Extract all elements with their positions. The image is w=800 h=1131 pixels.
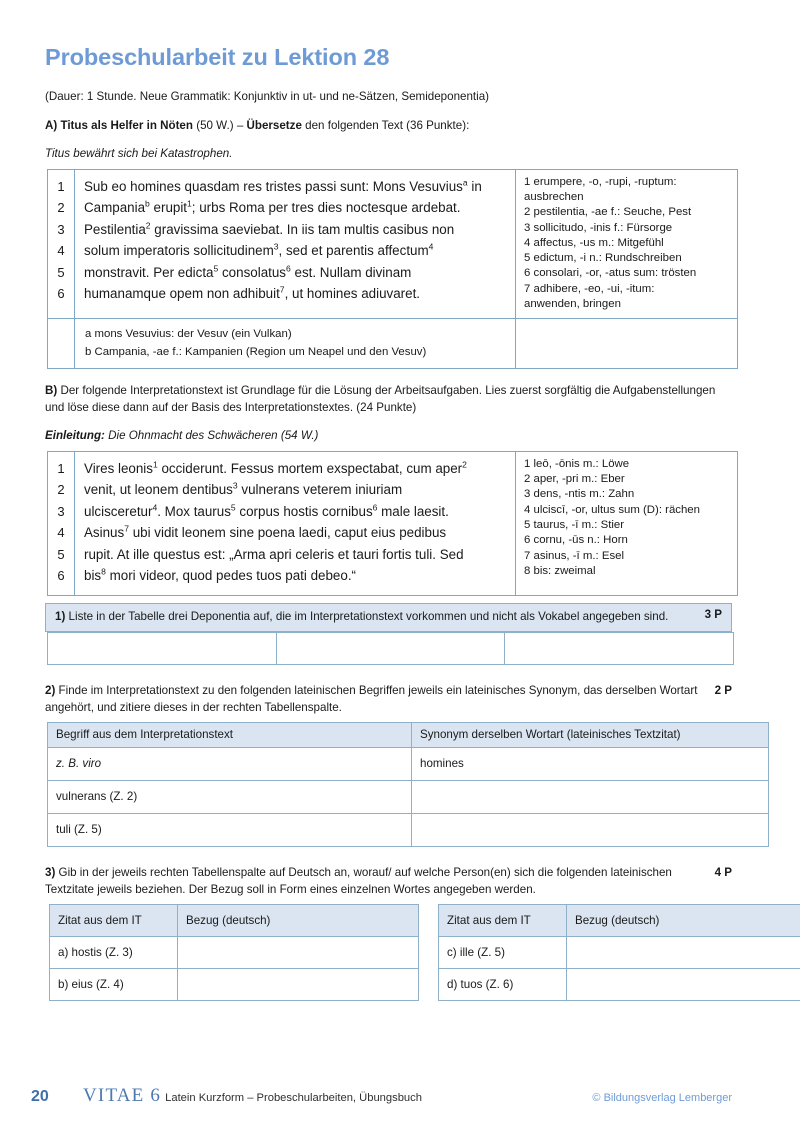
section-a-rest: den folgenden Text (36 Punkte): bbox=[305, 118, 470, 132]
latin-line: Pestilentia$^2$ gravissima saeviebat. In iis tam multis casibus non bbox=[84, 220, 455, 237]
line-number: 3 bbox=[57, 503, 65, 519]
vocabulary-entry: 4 ulciscī, -or, ultus sum (D): rächen bbox=[524, 503, 700, 516]
line-number: 1 bbox=[57, 460, 65, 476]
footnote-spacer-cell bbox=[48, 319, 75, 369]
task-3-right-table[interactable] bbox=[438, 904, 800, 1001]
line-number-column-a bbox=[48, 169, 75, 319]
task-3-quote: d) tuos (Z. 6) bbox=[439, 969, 567, 1001]
section-a-words: (50 W.) bbox=[196, 118, 234, 132]
task-3-left-table[interactable] bbox=[49, 904, 419, 1001]
footnote-entry: b Campania, -ae f.: Kampanien (Region um Neapel und den Vesuv) bbox=[85, 345, 427, 358]
latin-line: venit, ut leonem dentibus$^3$ vulnerans veterem iniuriam bbox=[84, 480, 403, 498]
vocabulary-entry: 5 taurus, -ī m.: Stier bbox=[524, 519, 625, 532]
table-row bbox=[48, 813, 769, 846]
latin-text-table-b bbox=[47, 451, 738, 596]
line-number: 2 bbox=[57, 482, 65, 498]
task-3-points: 4 P bbox=[714, 865, 732, 879]
task-3-ref-cell[interactable] bbox=[178, 969, 419, 1001]
task-3-left-header-ref: Bezug (deutsch) bbox=[178, 905, 419, 937]
brand-subtitle: Latein Kurzform – Probeschularbeiten, Übungsbuch bbox=[165, 1092, 422, 1104]
vocabulary-entry: 3 dens, -ntis m.: Zahn bbox=[524, 488, 635, 501]
vocabulary-entry: 3 sollicitudo, -inis f.: Fürsorge bbox=[524, 221, 673, 234]
table-header-row bbox=[439, 905, 800, 937]
task-1-answer-cell[interactable] bbox=[48, 632, 277, 664]
section-b-heading bbox=[45, 383, 732, 417]
task-2-answer-table[interactable] bbox=[47, 722, 769, 847]
page-number: 20 bbox=[31, 1088, 49, 1105]
task-3-ref-cell[interactable] bbox=[178, 937, 419, 969]
vocabulary-list-b bbox=[516, 452, 737, 585]
line-numbers-a bbox=[48, 170, 74, 313]
latin-text-column-a bbox=[75, 169, 516, 319]
vocabulary-entry: 5 edictum, -i n.: Rundschreiben bbox=[524, 252, 682, 265]
vocabulary-column-a bbox=[516, 169, 738, 319]
vocabulary-entry: 1 erumpere, -o, -rupi, -ruptum: bbox=[524, 175, 677, 188]
footnote-entry: a mons Vesuvius: der Vesuv (ein Vulkan) bbox=[85, 328, 292, 341]
task-2-synonym[interactable] bbox=[412, 780, 769, 813]
task-2-points: 2 P bbox=[714, 683, 732, 697]
section-a-title: Titus als Helfer in Nöten bbox=[60, 118, 193, 132]
vocabulary-entry: 6 consolari, -or, -atus sum: trösten bbox=[524, 267, 697, 280]
task-2-term: vulnerans (Z. 2) bbox=[48, 780, 412, 813]
task-3-ref-cell[interactable] bbox=[567, 937, 800, 969]
task-3-right-header-ref: Bezug (deutsch) bbox=[567, 905, 800, 937]
task-1-points: 3 P bbox=[704, 607, 722, 621]
latin-lines-b bbox=[75, 452, 515, 595]
vocabulary-list-a bbox=[516, 170, 737, 319]
task-1-answer-table[interactable] bbox=[47, 632, 734, 665]
footnote-list-a bbox=[75, 319, 515, 368]
table-header-row bbox=[48, 722, 769, 747]
task-3-ref-cell[interactable] bbox=[567, 969, 800, 1001]
section-b-lead bbox=[45, 429, 732, 442]
latin-line: ulcisceretur$^4$. Mox taurus$^5$ corpus hostis cornibus$^6$ male laesit. bbox=[84, 502, 449, 519]
line-number: 4 bbox=[57, 243, 65, 259]
section-b-lead-value: Die Ohnmacht des Schwächeren (54 W.) bbox=[108, 428, 319, 442]
page-footer bbox=[0, 1085, 800, 1107]
line-number: 3 bbox=[57, 221, 65, 237]
copyright-notice: © Bildungsverlag Lemberger bbox=[592, 1092, 732, 1104]
task-3-tables bbox=[47, 904, 732, 1001]
task-2-header-left: Begriff aus dem Interpretationstext bbox=[48, 722, 412, 747]
line-numbers-b bbox=[48, 452, 74, 595]
task-3-prompt bbox=[45, 864, 732, 898]
latin-line: Campania$^b$ erupit$^1$; urbs Roma per tres dies noctesque ardebat. bbox=[84, 198, 461, 216]
page-title: Probeschularbeit zu Lektion 28 bbox=[45, 44, 390, 70]
task-3-number: 3) bbox=[45, 865, 56, 879]
line-number: 6 bbox=[57, 286, 65, 302]
task-2-text: Finde im Interpretationstext zu den folgenden lateinischen Begriffen jeweils ein lateinisches Synonym, das derselben Wortart angehört, und zitiere dieses in der rechten Tabellenspalte. bbox=[45, 683, 698, 714]
task-2-term: z. B. viro bbox=[48, 747, 412, 780]
table-row bbox=[50, 969, 419, 1001]
footnote-cell bbox=[75, 319, 516, 369]
task-2-synonym[interactable] bbox=[412, 813, 769, 846]
vocabulary-entry: ausbrechen bbox=[524, 190, 584, 203]
section-b-lead-label: Einleitung: bbox=[45, 428, 105, 442]
vocabulary-entry: 6 cornu, -ūs n.: Horn bbox=[524, 534, 628, 547]
task-3-right-header-quote: Zitat aus dem IT bbox=[439, 905, 567, 937]
task-3-quote: b) eius (Z. 4) bbox=[50, 969, 178, 1001]
latin-line: monstravit. Per edicta$^5$ consolatus$^6$ est. Nullam divinam bbox=[84, 263, 412, 280]
task-2-synonym[interactable]: homines bbox=[412, 747, 769, 780]
task-2-header-right: Synonym derselben Wortart (lateinisches Textzitat) bbox=[412, 722, 769, 747]
task-3 bbox=[45, 864, 732, 1001]
table-row bbox=[50, 937, 419, 969]
document-subtitle: (Dauer: 1 Stunde. Neue Grammatik: Konjunktiv in ut- und ne-Sätzen, Semideponentia) bbox=[45, 90, 490, 104]
task-1-number: 1) bbox=[55, 609, 66, 623]
task-3-quote: a) hostis (Z. 3) bbox=[50, 937, 178, 969]
latin-text-table-a bbox=[47, 169, 738, 370]
line-number: 4 bbox=[57, 525, 65, 541]
line-number: 5 bbox=[57, 546, 65, 562]
section-a-heading bbox=[45, 118, 732, 135]
table-row bbox=[48, 780, 769, 813]
table-row bbox=[48, 632, 734, 664]
latin-line: solum imperatoris sollicitudinem$^3$, sed et parentis affectum$^4$ bbox=[84, 241, 434, 259]
vocabulary-entry: 7 asinus, -ī m.: Esel bbox=[524, 549, 625, 562]
latin-text-column-b bbox=[75, 451, 516, 595]
task-3-text: Gib in der jeweils rechten Tabellenspalte auf Deutsch an, worauf/ auf welche Person(en) sich die folgenden lateinischen Textzitate jeweils beziehen. Der Bezug soll in Form eines einzelnen Wortes angegeben werden. bbox=[45, 865, 672, 897]
task-1-answer-cell[interactable] bbox=[505, 632, 734, 664]
task-1-prompt bbox=[45, 603, 732, 632]
vocabulary-entry: 4 affectus, -us m.: Mitgefühl bbox=[524, 236, 664, 249]
section-a-dash: – bbox=[236, 118, 244, 132]
vocabulary-entry: 8 bis: zweimal bbox=[524, 564, 596, 577]
latin-line: Vires leonis$^1$ occiderunt. Fessus mortem exspectabat, cum aper$^2$ bbox=[84, 459, 467, 476]
latin-line: humanamque opem non adhibuit$^7$, ut homines adiuvaret. bbox=[84, 284, 421, 302]
line-number: 1 bbox=[57, 178, 65, 194]
table-row bbox=[439, 969, 800, 1001]
task-2 bbox=[45, 682, 732, 847]
vocabulary-entry: 2 aper, -pri m.: Eber bbox=[524, 473, 625, 486]
section-a-verb: Übersetze bbox=[246, 118, 302, 132]
task-3-quote: c) ille (Z. 5) bbox=[439, 937, 567, 969]
vocabulary-column-b bbox=[516, 451, 738, 595]
vocabulary-entry: 1 leō, -ōnis m.: Löwe bbox=[524, 457, 630, 470]
section-b-label: B) bbox=[45, 384, 58, 398]
latin-lines-a bbox=[75, 170, 515, 313]
section-a-lead: Titus bewährt sich bei Katastrophen. bbox=[45, 146, 233, 160]
vocabulary-entry: anwenden, bringen bbox=[524, 297, 621, 310]
line-number: 6 bbox=[57, 568, 65, 584]
table-row bbox=[48, 747, 769, 780]
footnote-empty-cell bbox=[516, 319, 738, 369]
task-1-answer-cell[interactable] bbox=[276, 632, 505, 664]
line-number: 5 bbox=[57, 264, 65, 280]
task-2-term: tuli (Z. 5) bbox=[48, 813, 412, 846]
task-3-left-header-quote: Zitat aus dem IT bbox=[50, 905, 178, 937]
task-1 bbox=[45, 603, 732, 665]
line-number: 2 bbox=[57, 200, 65, 216]
latin-line: Sub eo homines quasdam res tristes passi sunt: Mons Vesuvius$^a$ in bbox=[84, 177, 482, 194]
task-2-number: 2) bbox=[45, 683, 56, 697]
table-row bbox=[439, 937, 800, 969]
table-header-row bbox=[50, 905, 419, 937]
brand-title: VITAE 6 bbox=[83, 1085, 162, 1106]
section-a-label: A) bbox=[45, 118, 58, 132]
latin-line: Asinus$^7$ ubi vidit leonem sine poena laedi, caput eius pedibus bbox=[84, 523, 447, 541]
section-b-text: Der folgende Interpretationstext ist Grundlage für die Lösung der Arbeitsaufgaben. Lies zuerst sorgfältig die Aufgabenstellungen und löse diese dann auf der Basis des Interpretationstextes. (24 Punkte) bbox=[45, 384, 716, 415]
vocabulary-entry: 7 adhibere, -eo, -ui, -itum: bbox=[524, 282, 655, 295]
task-2-prompt bbox=[45, 682, 732, 716]
task-1-text: Liste in der Tabelle drei Deponentia auf, die im Interpretationstext vorkommen und nicht als Vokabel angegeben sind. bbox=[68, 609, 669, 623]
vocabulary-entry: 2 pestilentia, -ae f.: Seuche, Pest bbox=[524, 206, 692, 219]
latin-line: rupit. At ille questus est: „Arma apri celeris et tauri fortis tuli. Sed bbox=[84, 546, 464, 562]
latin-line: bis$^8$ mori videor, quod pedes tuos pati debeo.“ bbox=[84, 566, 357, 584]
line-number-column-b bbox=[48, 451, 75, 595]
